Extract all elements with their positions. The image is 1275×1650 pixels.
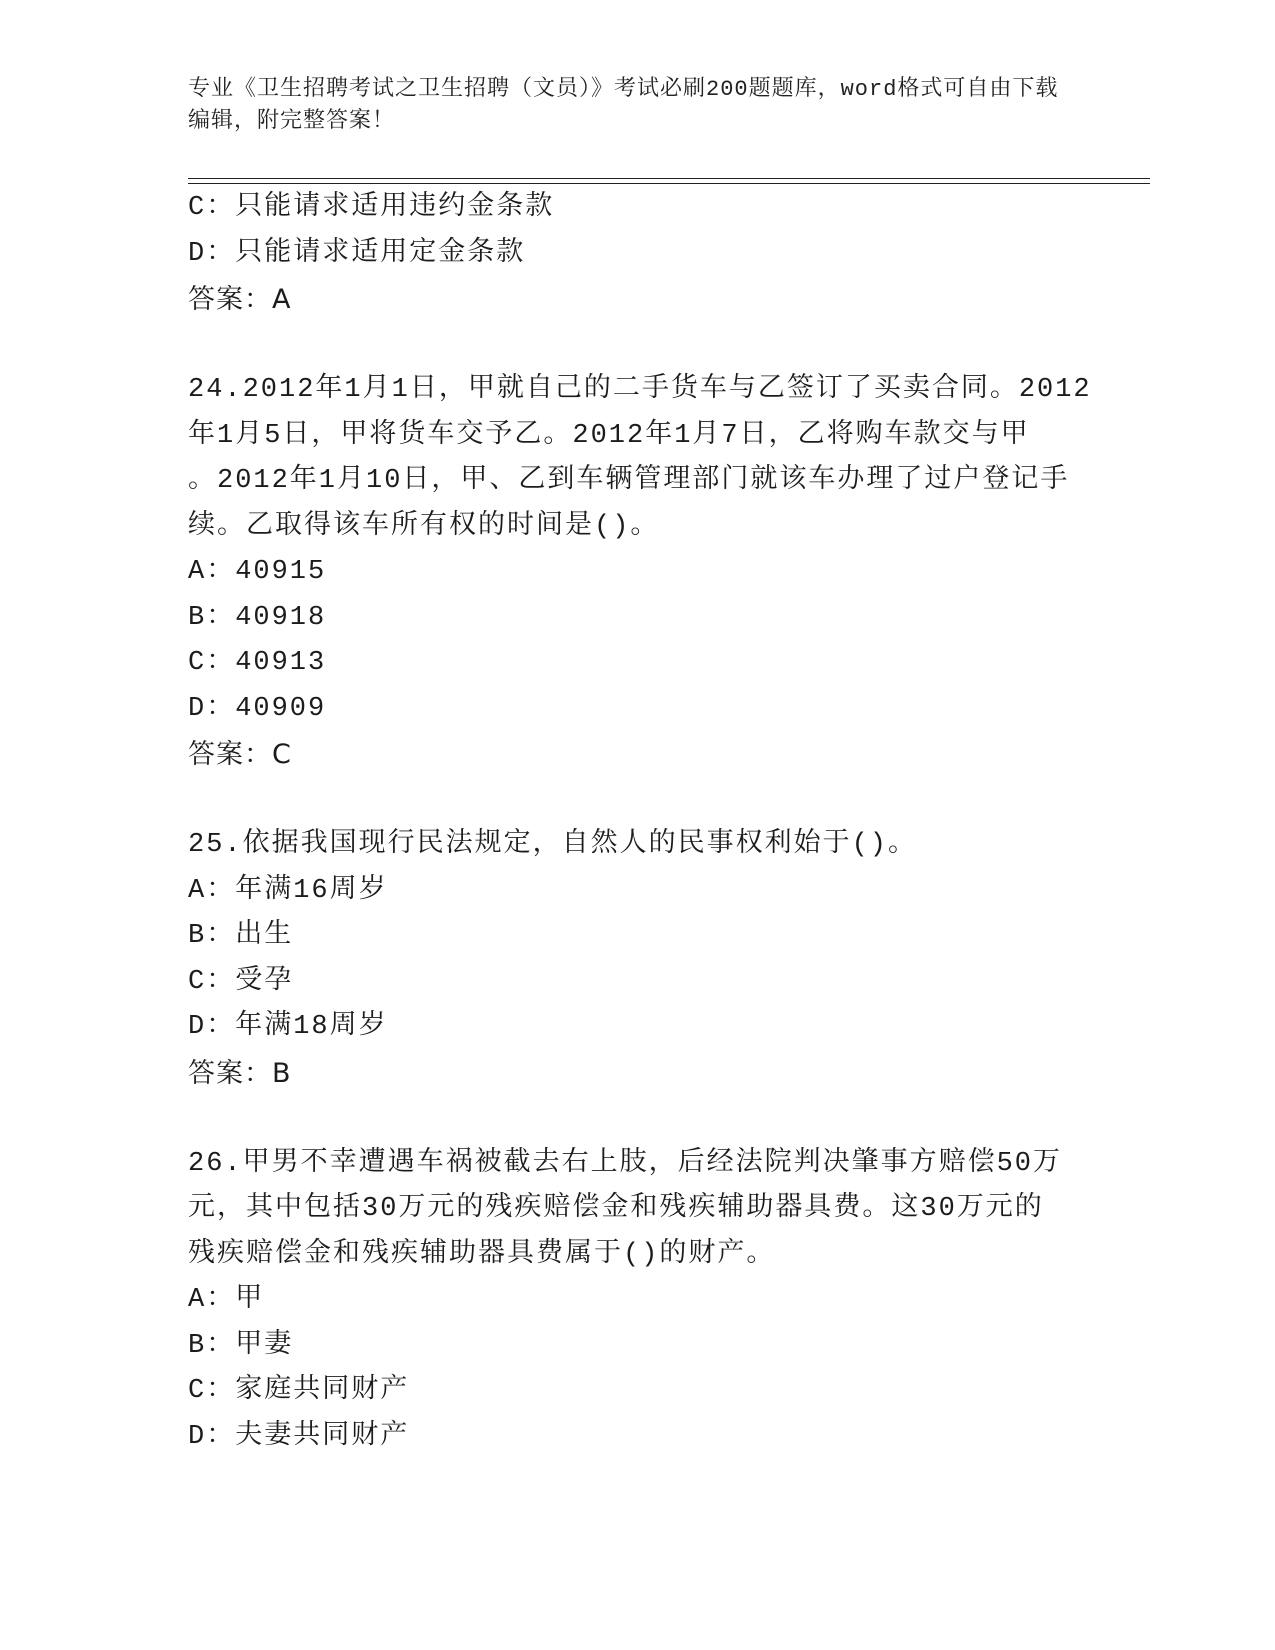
q25-answer: 答案：B (188, 1057, 292, 1089)
q25-option-d: D：年满18周岁 (188, 1012, 388, 1042)
q26-option-a: A：甲 (188, 1285, 265, 1315)
q24-text-line-2: 年1月5日，甲将货车交予乙。2012年1月7日，乙将购车款交与甲 (188, 420, 1030, 451)
header-divider-bottom (188, 183, 1150, 184)
q24-text-line-4: 续。乙取得该车所有权的时间是()。 (188, 511, 660, 542)
q24-option-d: D：40909 (188, 693, 327, 724)
q25-option-b: B：出生 (188, 921, 294, 951)
q26-text-line-1: 26.甲男不幸遭遇车祸被截去右上肢，后经法院判决肇事方赔偿50万 (188, 1148, 1063, 1179)
prev-option-c: C：只能请求适用违约金条款 (188, 193, 555, 223)
spacer (188, 1096, 1088, 1142)
q26-option-c: C：家庭共同财产 (188, 1376, 410, 1406)
question-content (188, 186, 1092, 1460)
q24-answer: 答案：C (188, 739, 292, 770)
prev-answer: 答案：A (188, 284, 292, 315)
q24-text-line-1: 24.2012年1月1日，甲就自己的二手货车与乙签订了买卖合同。2012 (188, 375, 1092, 405)
q26-text-line-3: 残疾赔偿金和残疾辅助器具费属于()的财产。 (188, 1239, 776, 1270)
header-note: 专业《卫生招聘考试之卫生招聘（文员）》考试必刷200题题库，word格式可自由下载编辑，附完整答案！ (188, 77, 1059, 134)
q26-text-line-2: 元，其中包括30万元的残疾赔偿金和残疾辅助器具费。这30万元的 (188, 1194, 1044, 1224)
spacer (188, 778, 1088, 824)
q24-option-b: B：40918 (188, 602, 327, 633)
q25-option-c: C：受孕 (188, 966, 294, 997)
q24-text-line-3: 。2012年1月10日，甲、乙到车辆管理部门就该车办理了过户登记手 (188, 466, 1070, 496)
q25-text-line-1: 25.依据我国现行民法规定，自然人的民事权利始于()。 (188, 830, 918, 860)
q26-option-d: D：夫妻共同财产 (188, 1421, 410, 1452)
q24-option-a: A：40915 (188, 557, 327, 587)
q24-option-c: C：40913 (188, 648, 327, 678)
spacer (188, 323, 1088, 369)
q25-option-a: A：年满16周岁 (188, 875, 388, 906)
q26-option-b: B：甲妻 (188, 1330, 294, 1361)
header-divider-top (188, 178, 1150, 179)
prev-option-d: D：只能请求适用定金条款 (188, 238, 526, 269)
